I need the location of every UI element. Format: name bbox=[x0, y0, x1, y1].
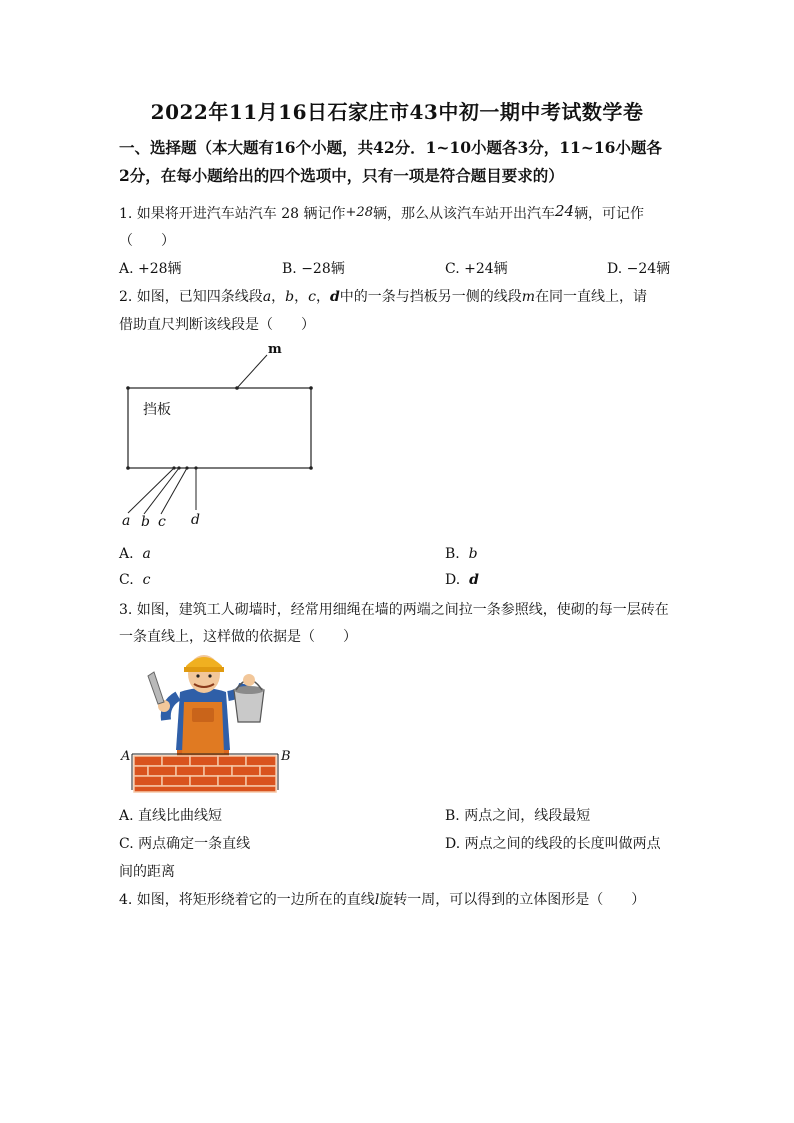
section-heading-line2: 2分，在每小题给出的四个选项中，只有一项是符合题目要求的） bbox=[119, 166, 564, 185]
q1-value-plus28: +28 bbox=[345, 205, 373, 220]
question-3-stem: 3. 如图，建筑工人砌墙时，经常用细绳在墙的两端之间拉一条参照线，使砌的每一层砖在 bbox=[119, 602, 669, 618]
brick-wall bbox=[134, 756, 276, 792]
q1-option-d[interactable]: D. −24辆 bbox=[607, 261, 671, 277]
q2-option-a[interactable]: A. a bbox=[119, 546, 151, 562]
q3-option-b[interactable]: B. 两点之间，线段最短 bbox=[445, 808, 591, 824]
label-a: a bbox=[122, 513, 131, 529]
q1-option-a[interactable]: A. +28辆 bbox=[119, 261, 182, 277]
question-1-stem: 1. 如果将开进汽车站汽车 28 辆记作+28辆，那么从该汽车站开出汽车24辆，可记作 bbox=[119, 202, 645, 222]
label-c: c bbox=[158, 514, 166, 530]
section-heading-line1: 一、选择题（本大题有16个小题，共42分．1~10小题各3分，11~16小题各 bbox=[119, 138, 662, 157]
q1-value-24: 24 bbox=[554, 202, 575, 220]
label-d: d bbox=[191, 512, 200, 528]
q3-option-a[interactable]: A. 直线比曲线短 bbox=[119, 808, 223, 824]
segment-m bbox=[237, 355, 267, 388]
question-1-blank: （ ） bbox=[119, 233, 175, 249]
board-label: 挡板 bbox=[143, 402, 171, 418]
page-title: 2022年11月16日石家庄市43中初一期中考试数学卷 bbox=[150, 100, 644, 124]
label-A: A bbox=[121, 749, 131, 764]
label-m: m bbox=[268, 342, 282, 357]
question-3-stem-line2: 一条直线上，这样做的依据是（ ） bbox=[119, 629, 357, 645]
q3-figure-bricklayer bbox=[118, 650, 298, 796]
q3-option-d-continued: 间的距离 bbox=[119, 864, 175, 880]
q2-option-d[interactable]: D. d bbox=[445, 572, 479, 588]
q2-figure-board bbox=[115, 338, 325, 533]
board-rectangle bbox=[128, 388, 311, 468]
q1-option-c[interactable]: C. +24辆 bbox=[445, 261, 508, 277]
label-b: b bbox=[141, 514, 150, 530]
question-2-stem: 2. 如图，已知四条线段a，b，c，d中的一条与挡板另一侧的线段m在同一直线上，请 bbox=[119, 289, 648, 305]
label-B: B bbox=[281, 749, 291, 764]
question-2-stem-line2: 借助直尺判断该线段是（ ） bbox=[119, 317, 315, 333]
segment-a bbox=[128, 468, 174, 513]
section-heading bbox=[119, 134, 679, 190]
q2-option-c[interactable]: C. c bbox=[119, 572, 151, 588]
question-4-stem: 4. 如图，将矩形绕着它的一边所在的直线l旋转一周，可以得到的立体图形是（ ） bbox=[119, 892, 646, 908]
q3-option-d[interactable]: D. 两点之间的线段的长度叫做两点 bbox=[445, 836, 661, 852]
q3-option-c[interactable]: C. 两点确定一条直线 bbox=[119, 836, 251, 852]
worker-illustration bbox=[148, 655, 264, 758]
q1-option-b[interactable]: B. −28辆 bbox=[282, 261, 345, 277]
q2-option-b[interactable]: B. b bbox=[445, 546, 478, 562]
